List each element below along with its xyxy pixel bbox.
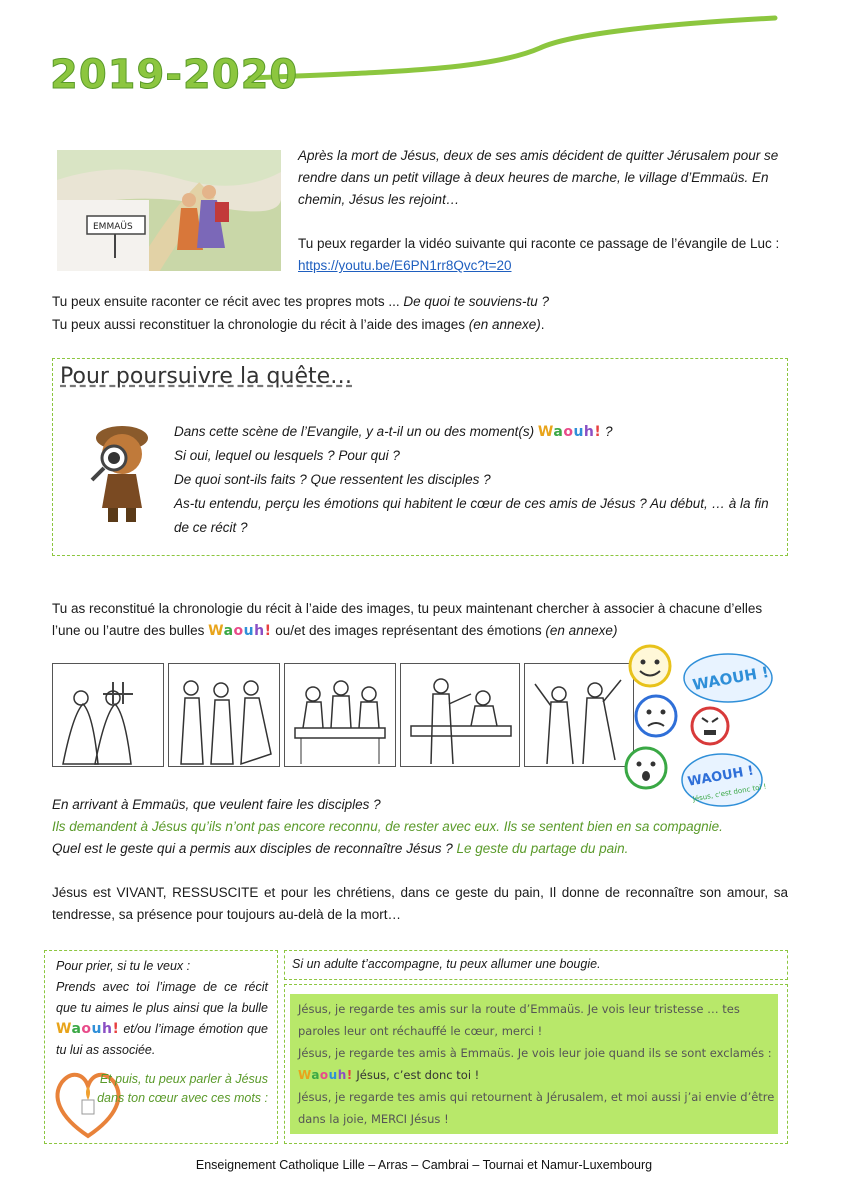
waouh-word (538, 424, 601, 440)
quest-q1-end: ? (601, 424, 613, 439)
prayer-instructions-title: Pour prier, si tu le veux : (56, 959, 191, 973)
story-panel-2 (168, 663, 280, 767)
waouh-bubble-1 (684, 654, 772, 702)
question-1: En arrivant à Emmaüs, que veulent faire les disciples ? (52, 797, 381, 812)
angry-face-icon (692, 708, 728, 744)
waouh-letter: u (328, 1068, 338, 1082)
waouh-letter: h (102, 1021, 113, 1037)
prayer-body-text-2: et/ou l’image émotion que tu lui as associée. (56, 1022, 268, 1057)
waouh-letter: ! (346, 1068, 353, 1082)
retell-end: . (540, 317, 545, 332)
associate-paragraph (52, 598, 788, 642)
retell-question: De quoi te souviens-tu ? (403, 294, 550, 309)
answer-2: Le geste du partage du pain. (456, 841, 629, 856)
emotion-images (622, 640, 790, 808)
waouh-letter: a (553, 424, 564, 440)
waouh-letter: ! (264, 623, 272, 639)
conclusion-paragraph: Jésus est VIVANT, RESSUSCITE et pour les chrétiens, dans ce geste du pain, Il donne de reconnaître son amour, sa tendresse, sa présence pour toujours au-delà de la mort… (52, 885, 788, 922)
video-text: Tu peux regarder la vidéo suivante qui raconte ce passage de l’évangile de Luc : (298, 236, 780, 251)
intro-text (298, 145, 790, 277)
header-swoosh (240, 10, 780, 90)
associate-text: Tu as reconstitué la chronologie du récit à l’aide des images, tu peux maintenant chercher à associer à chacune d’elles l’une ou l’autre des bulles (52, 601, 763, 638)
quest-title: Pour poursuivre la quête… (60, 364, 353, 389)
story-strip (52, 663, 634, 769)
retell-text-1: Tu peux ensuite raconter ce récit avec tes propres mots ... (52, 294, 404, 309)
quest-questions (174, 420, 786, 540)
prayer-line-3 (298, 1064, 776, 1086)
annex-ref: (en annexe) (545, 623, 618, 638)
question-2: Quel est le geste qui a permis aux disciples de reconnaître Jésus ? (52, 841, 457, 856)
waouh-letter: u (91, 1021, 102, 1037)
emmaus-illustration (57, 150, 281, 271)
retell-text-2: Tu peux aussi reconstituer la chronologie du récit à l’aide des images (52, 317, 469, 332)
waouh-word (298, 1068, 353, 1082)
quest-question-3: De quoi sont-ils faits ? Que ressentent les disciples ? (174, 472, 491, 487)
waouh-letter: a (223, 623, 234, 639)
prayer-exclamation: Jésus, c’est donc toi ! (356, 1068, 480, 1082)
worried-face-icon (636, 696, 676, 736)
video-link[interactable]: https://youtu.be/E6PN1rr8Qvc?t=20 (298, 258, 512, 273)
bubble-text: WAOUH ! (686, 763, 755, 790)
surprised-face-icon (626, 748, 666, 788)
intro-paragraph: Après la mort de Jésus, deux de ses amis décident de quitter Jérusalem pour se rendre dans un petit village à deux heures de marche, le village d’Emmaüs. En chemin, Jésus les rejoint… (298, 148, 779, 207)
retell-line-1 (52, 291, 549, 313)
waouh-letter: a (311, 1068, 320, 1082)
page-title: 2019-2020 (50, 52, 299, 98)
quest-question-2: Si oui, lequel ou lesquels ? Pour qui ? (174, 448, 400, 463)
waouh-letter: h (254, 623, 265, 639)
prayer-line-1: Jésus, je regarde tes amis sur la route d’Emmaüs. Je vois leur tristesse … tes paroles leur ont réchauffé le cœur, merci ! (298, 1002, 740, 1038)
bubble-text: WAOUH ! (691, 662, 771, 695)
video-paragraph (298, 233, 790, 277)
waouh-letter: u (243, 623, 255, 639)
detective-icon (82, 418, 162, 528)
annex-ref: (en annexe) (468, 317, 541, 332)
prayer-instructions (56, 956, 268, 1061)
prayer-line-2: Jésus, je regarde tes amis à Emmaüs. Je vois leur joie quand ils se sont exclamés : (298, 1046, 772, 1060)
waouh-letter: u (573, 424, 584, 440)
waouh-letter: o (563, 424, 574, 440)
waouh-letter: ! (112, 1021, 120, 1037)
story-panel-1 (52, 663, 164, 767)
waouh-letter: o (233, 623, 244, 639)
waouh-letter: h (337, 1068, 347, 1082)
story-panel-4 (400, 663, 520, 767)
quest-question-1 (174, 420, 786, 444)
adult-candle-text: Si un adulte t’accompagne, tu peux allumer une bougie. (292, 957, 601, 971)
quest-question-4: As-tu entendu, perçu les émotions qui habitent le cœur de ces amis de Jésus ? Au début, … à la fin de ce récit ? (174, 496, 769, 535)
waouh-letter: o (319, 1068, 329, 1082)
qa-line-2 (52, 838, 628, 860)
page-footer: Enseignement Catholique Lille – Arras – Cambrai – Tournai et Namur-Luxembourg (195, 1158, 653, 1172)
waouh-letter: W (298, 1068, 312, 1082)
waouh-word (56, 1021, 119, 1037)
story-panel-3 (284, 663, 396, 767)
waouh-letter: W (537, 424, 554, 440)
waouh-letter: o (81, 1021, 92, 1037)
happy-face-icon (630, 646, 670, 686)
prayer-invitation: Et puis, tu peux parler à Jésus dans ton cœur avec ces mots : (97, 1072, 268, 1105)
answer-1: Ils demandent à Jésus qu’ils n’ont pas encore reconnu, de rester avec eux. Ils se sentent bien en sa compagnie. (52, 819, 723, 834)
prayer-line-4: Jésus, je regarde tes amis qui retournent à Jérusalem, et moi aussi j’ai envie d’être dans la joie, MERCI Jésus ! (298, 1090, 775, 1126)
quest-q1-text: Dans cette scène de l’Evangile, y a-t-il un ou des moment(s) (174, 424, 538, 439)
waouh-letter: W (56, 1021, 72, 1037)
prayer-body-text: Prends avec toi l’image de ce récit que tu aimes le plus ainsi que la bulle (56, 980, 268, 1015)
waouh-letter: h (583, 424, 595, 440)
prayer-instructions-body (56, 977, 268, 1061)
associate-text-2: ou/et des images représentant des émotions (271, 623, 546, 638)
waouh-letter: ! (594, 424, 602, 440)
retell-line-2 (52, 314, 545, 336)
bubble-subtext: Jésus, c'est donc toi ! (692, 782, 767, 804)
signpost-label: EMMAÜS (93, 222, 133, 232)
waouh-letter: a (71, 1021, 82, 1037)
prayer-text (298, 998, 776, 1130)
story-panel-5 (524, 663, 634, 767)
waouh-word (208, 623, 271, 639)
waouh-bubble-2 (682, 754, 767, 806)
waouh-letter: W (208, 623, 224, 639)
